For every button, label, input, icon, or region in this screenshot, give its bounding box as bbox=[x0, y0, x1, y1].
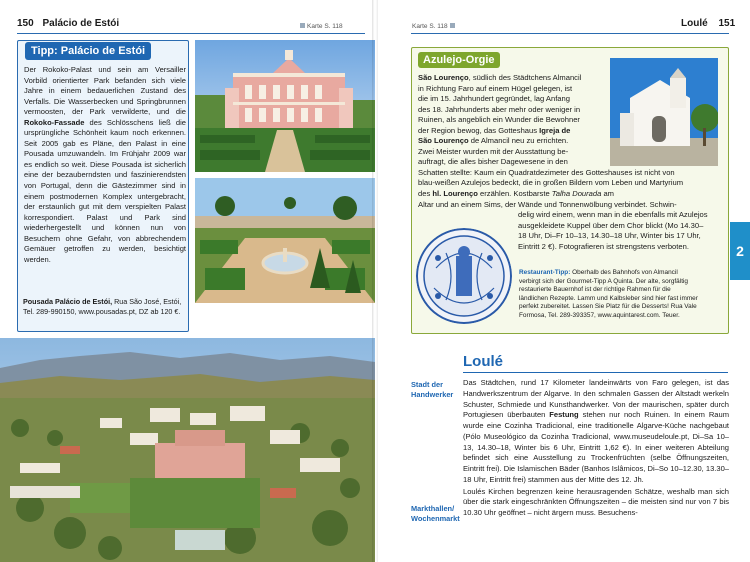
azulejo-box bbox=[411, 47, 729, 334]
restaurant-label: Restaurant-Tipp: bbox=[519, 269, 571, 276]
azulejo-line: des 18. Jahrhunderts aber mehr oder weniger in bbox=[418, 104, 581, 114]
map-square-icon bbox=[450, 23, 455, 28]
running-head-right bbox=[681, 18, 735, 32]
loule-body: Das Städtchen, rund 17 Kilometer landeinwärts von Faro gelegen, ist das Handwerkszentrum der Algarve. In den schmalen Gassen der Altstadt werkeln Schuster, Schmiede und Kunsthandwerker. Von der maurischen, später durch Portugiesen überbauten Festung stehen nur noch Ruinen. In einem Raum wurde eine Cozinha Tradicional, eine traditionelle Algarve-Küche nachgebaut (Pólo Museológico da Cozinha Tradicional, www.museudeloule.pt, Di–Sa 10–13, 14.30–18, Winter bis 6 Uhr, Eintritt 1,62 €). In einer weiteren Abteilung befindet sich eine Ausstellung zu Trockenfrüchten (selbe Öffnungszeiten, Eintritt frei). Die Islamischen Bäder (Banhos Islâmicos, Di–So 10–12.30, 13.30–18 Uhr, Eintritt frei) stammen aus der Mitte des 12. Jh. Loulés Kirchen begrenzen keine herausragenden Schätze, weshalb man sich über die stark eingeschränkten Öffnungszeiten – die meisten sind nur von 7 bis 10.30 Uhr geöffnet – nicht ärgern muss. Besuchens- bbox=[463, 378, 729, 517]
azulejo-line: Schatten stellte: Kaum ein Quadratdezimeter des Gotteshauses ist nicht von bbox=[418, 167, 675, 177]
azulejo-line: delig wird einem, wenn man in die ebenfalls mit Azulejos bbox=[518, 210, 708, 220]
loule-title-rule bbox=[463, 372, 728, 373]
header-rule-right bbox=[411, 33, 729, 34]
azulejo-line: blau-weißen Azulejos bedeckt, die in großen Bildern vom Leben und Martyrium bbox=[418, 178, 684, 188]
palace-facade-photo bbox=[195, 40, 375, 172]
palace-garden-photo bbox=[195, 178, 375, 303]
sidenote-markthallen: Markthallen/ Wochenmarkt bbox=[411, 504, 460, 523]
book-gutter bbox=[372, 0, 378, 562]
azulejo-line: São Lourenço de Almancil neu zu errichten. bbox=[418, 136, 569, 146]
right-page bbox=[375, 0, 750, 562]
azulejo-line: auftragt, die alles bisher Dagewesene in den bbox=[418, 157, 568, 167]
restaurant-line: Restaurant-Tipp: Oberhalb des Bahnhofs von Almancil bbox=[519, 269, 678, 276]
azulejo-line: in Richtung Faro auf einem Hügel gelegen, ist bbox=[418, 83, 573, 93]
azulejo-line: 18 Uhr, Di–Fr 10–13, 14.30–18 Uhr, Winter bis 17 Uhr, bbox=[518, 231, 701, 241]
running-title-right: Loulé bbox=[681, 18, 708, 29]
azulejo-plate-photo bbox=[416, 228, 512, 324]
azulejo-line: Ruinen, als angeblich ein Wunder die Bewohner bbox=[418, 115, 580, 125]
azulejo-line: die im 15. Jahrhundert gegründet, lag Anfang bbox=[418, 94, 570, 104]
restaurant-line: perfekt zubereitet. Lassen Sie Platz für die Desserts! Rua Vale bbox=[519, 303, 697, 310]
running-title-left: Palácio de Estói bbox=[42, 18, 120, 29]
tipp-box bbox=[17, 40, 189, 332]
azulejo-line: der Region bewog, das Gotteshaus Igreja de bbox=[418, 125, 571, 135]
restaurant-line: restaurierte Bauernhof ist der richtige Rahmen für die bbox=[519, 286, 671, 293]
azulejo-line: Altar und an einem Sims, der Wände und Tonnenwölbung verbindet. Schwin- bbox=[418, 199, 677, 209]
loule-title: Loulé bbox=[463, 353, 503, 370]
estoi-aerial-photo bbox=[0, 338, 375, 562]
azulejo-tag: Azulejo-Orgie bbox=[418, 52, 500, 68]
chapter-tab[interactable]: 2 bbox=[730, 222, 750, 280]
azulejo-line: Zwei Meister wurden mit der Ausstattung be- bbox=[418, 146, 569, 156]
header-rule-left bbox=[17, 33, 365, 34]
map-ref-left: Karte S. 118 bbox=[300, 20, 343, 34]
restaurant-line: verbirgt sich der Gourmet-Tipp A Quinta. Der alte, sorgfältig bbox=[519, 277, 688, 285]
tipp-text: Der Rokoko-Palast und sein am Versailler Vorbild orientierter Park befanden sich viele Jahre in einem bedauerlichen Zustand des Verfalls. Die Wasserbecken und Springbrunnen vermoosten, der Park verwilderte, und die Rokoko-Fassade des Schlösschens ließ die ursprüngliche Schönheit kaum noch erkennen. Seit 2005 gab es Pläne, den Palast in eine Pousada umzuwandeln. Im Frühjahr 2009 war es endlich so weit. Diese Pousada ist sicherlich eine der bezauberndsten und faszinierendsten von Portugal, denn die Gästezimmer sind in einem postmodernen Komplex untergebracht, der erstaunlich gut mit dem verspielten Palast korrespondiert. Palast und Park sind wiederhergestellt und können nun von Besuchern ohne Gefahr, von abbrechendem Gemäuer getroffen zu werden, besichtigt werden. bbox=[24, 65, 186, 264]
map-ref-right: Karte S. 118 bbox=[412, 20, 457, 34]
running-head-left bbox=[17, 18, 119, 32]
azulejo-line: ausgekleidete Kuppel über dem Chor blickt (Mo 14.30– bbox=[518, 220, 704, 230]
restaurant-line: ländlichen Rezepte. Lamm und Kalbsleber sind hier fast immer bbox=[519, 294, 698, 302]
sidenote-stadt: Stadt der Handwerker bbox=[411, 380, 454, 399]
tipp-info: Pousada Palácio de Estói, Rua São José, Estói, Tel. 289-990150, www.pousadas.pt, DZ ab 120 €. bbox=[23, 297, 182, 317]
azulejo-line: des hl. Lourenço erzählen. Kostbarste Talha Dourada am bbox=[418, 189, 615, 199]
church-photo bbox=[610, 58, 718, 166]
loule-paragraph-2: Loulés Kirchen begrenzen keine herausragenden Schätze, weshalb man sich über die stark eingeschränkten Öffnungszeiten – die meisten sind nur von 7 bis 10.30 Uhr geöffnet – nicht ärgern muss. Besuchens- bbox=[463, 486, 729, 517]
restaurant-line: Formosa, Tel. 289-393357, www.aquintarest.com. Teuer. bbox=[519, 311, 680, 319]
restaurant-tip bbox=[519, 269, 725, 320]
page-number-left: 150 bbox=[17, 18, 34, 29]
tipp-tag: Tipp: Palácio de Estói bbox=[25, 42, 151, 60]
azulejo-line: Eintritt 2 €). Fotografieren ist strengstens verboten. bbox=[518, 241, 689, 251]
azulejo-line: São Lourenço, südlich des Städtchens Almancil bbox=[418, 73, 582, 82]
map-square-icon bbox=[300, 23, 305, 28]
page-number-right: 151 bbox=[718, 18, 736, 29]
